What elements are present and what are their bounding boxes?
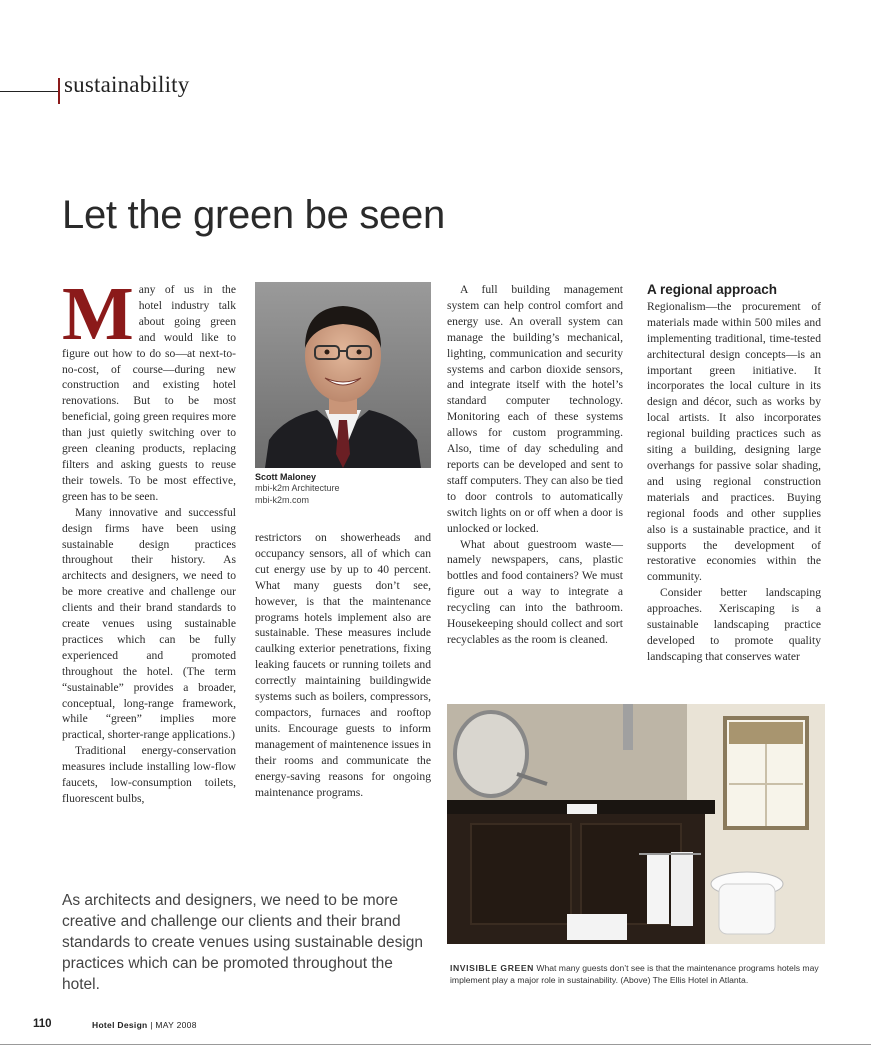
author-caption (255, 472, 340, 506)
subheading: A regional approach (647, 282, 778, 297)
photo-caption-text: What many guests don’t see is that the maintenance programs hotels may implement play a major role in sustainability. (Above) The Ellis Hotel in Atlanta. (450, 963, 819, 985)
folio-separator: | (150, 1020, 153, 1030)
article-column-2 (255, 530, 431, 800)
paragraph: Traditional energy-conservation measures include installing low-flow faucets, low-consumption toilets, fluorescent bulbs, (62, 744, 236, 805)
author-portrait (255, 282, 431, 468)
paragraph: A full building management system can help control comfort and energy use. An overall system can manage the building’s mechanical, lighting, communication and security systems and carbon dioxide sensors, and integrate itself with the hotel’s standard computer technology. Monitoring each of these systems allows for custom programming. Also, time of day scheduling and reports can be developed and sent to staff computers. They can also be tied to door controls to automatically switch lights on or off when a door is unlocked or locked. (447, 283, 623, 535)
page-number: 110 (33, 1018, 52, 1030)
author-website: mbi-k2m.com (255, 495, 310, 505)
article-column-4 (647, 282, 821, 665)
issue-date: MAY 2008 (155, 1020, 197, 1030)
author-name: Scott Maloney (255, 472, 317, 482)
paragraph: restrictors on showerheads and occupancy sensors, all of which can cut energy use by up to 40 percent. What many guests don’t see, however, is that the maintenance programs hotels implement also are sustainable. These measures include caulking exterior penetrations, fixing leaking faucets or running toilets and correctly maintaining buildingwide systems such as boilers, compressors, compactors, furnaces and rooftop units. Encourage guests to inform management of maintenence issues in their rooms and communicate the energy-saving reasons for ongoing maintenance programs. (255, 531, 431, 799)
pull-quote: As architects and designers, we need to be more creative and challenge our clients and their brand standards to create venues using sustainable design practices which can be promoted throughout the hotel. (62, 892, 424, 993)
photo-caption (450, 962, 826, 986)
paragraph: Many innovative and successful design firms have been using sustainable design practices throughout their history. As architects and designers, we need to be more creative and challenge our clients and their brand standards to create venues using sustainable practices which can be fully experienced and promoted throughout the hotel. (The term “sustainable” provides a broader, conceptual, long-range framework, while “green” implies more practical, shorter-range applications.) (62, 505, 236, 742)
section-rule (0, 91, 58, 92)
paragraph: Consider better landscaping approaches. Xeriscaping is a sustainable landscaping practice developed to promote quality landscaping that conserves water (647, 586, 821, 663)
bottom-rule (0, 1044, 871, 1045)
bathroom-photo (447, 704, 825, 944)
section-label: sustainability (64, 72, 190, 97)
drop-cap: M (62, 272, 134, 356)
paragraph: Regionalism—the procurement of materials made within 500 miles and implementing traditional, time-tested architectural design concepts—is an important green initiative. It incorporates the local culture in its design and décor, such as works by local artists. It also incorporates regional building practices such as siting a building, designing large overhangs for passive solar shading, and using regional construction materials and practices. Buying regional foods and other supplies also is a sustainable practice, and it supports the development of restorative economies within the community. (647, 299, 821, 584)
section-bar (58, 78, 60, 104)
magazine-name: Hotel Design (92, 1020, 148, 1030)
photo-caption-label: INVISIBLE GREEN (450, 963, 534, 973)
folio (92, 1020, 197, 1030)
author-firm: mbi-k2m Architecture (255, 483, 340, 493)
headline: Let the green be seen (62, 193, 445, 237)
paragraph: What about guestroom waste—namely newspapers, cans, plastic bottles and food containers? We must figure out a way to integrate a recycling can into the bathroom. Housekeeping should collect and sort recyclables as the room is cleaned. (447, 537, 623, 646)
article-column-1 (62, 272, 236, 807)
paragraph: any of us in the hotel industry talk about going green and would like to figure out how to do so—at next-to-no-cost, of course—during new construction and existing hotel renovations. But to be most beneficial, going green requires more than just quietly switching over to green cleaning products, replacing filters and asking guests to reuse their towels. To be most effective, green has to be seen. (62, 283, 236, 503)
article-column-3 (447, 282, 623, 648)
